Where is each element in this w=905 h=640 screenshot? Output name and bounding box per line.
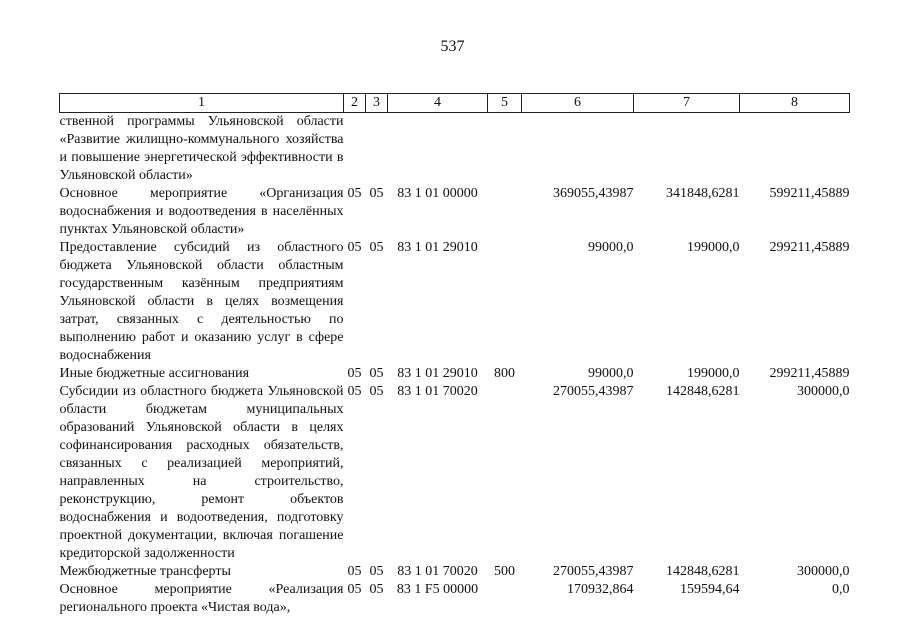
cell-expense-type: 800 bbox=[494, 366, 515, 381]
cell-amount-8: 300000,0 bbox=[797, 564, 850, 579]
column-header-8: 8 bbox=[740, 94, 850, 113]
cell-amount-8: 0,0 bbox=[832, 582, 850, 597]
cell-section: 05 bbox=[347, 564, 362, 579]
cell-amount-7: 159594,64 bbox=[680, 582, 740, 597]
column-header-1: 1 bbox=[60, 94, 344, 113]
row-description: Основное мероприятие «Организация водоснабжения и водоотведения в населённых пунктах Ульяновской области» bbox=[59, 186, 344, 237]
cell-subsection: 05 bbox=[369, 582, 384, 597]
cell-target-code: 83 1 01 29010 bbox=[397, 366, 478, 381]
cell-section: 05 bbox=[347, 384, 362, 399]
row-description: Предоставление субсидий из областного бюджета Ульяновской области областным государственным казённым предприятиям Ульяновской области в целях возмещения затрат, связанных с деятельностью по выполнению работ и оказанию услуг в сфере водоснабжения bbox=[59, 240, 344, 363]
column-header-6: 6 bbox=[522, 94, 634, 113]
column-header-5: 5 bbox=[488, 94, 522, 113]
cell-expense-type bbox=[488, 185, 522, 239]
cell-subsection bbox=[366, 113, 388, 186]
row-description: Иные бюджетные ассигнования bbox=[59, 366, 250, 381]
cell-subsection: 05 bbox=[369, 240, 384, 255]
cell-section: 05 bbox=[347, 240, 362, 255]
cell-subsection: 05 bbox=[369, 564, 384, 579]
cell-amount-7: 142848,6281 bbox=[666, 564, 740, 579]
column-header-3: 3 bbox=[366, 94, 388, 113]
page-number: 537 bbox=[440, 38, 465, 55]
row-description: ственной программы Ульяновской области «Развитие жилищно-коммунального хозяйства и повышение энергетической эффективности в Ульяновской области» bbox=[59, 114, 344, 183]
cell-subsection: 05 bbox=[369, 186, 384, 201]
cell-section: 05 bbox=[347, 366, 362, 381]
cell-subsection: 05 bbox=[369, 366, 384, 381]
header-row bbox=[60, 94, 850, 113]
budget-table bbox=[59, 93, 850, 617]
cell-target-code: 83 1 01 70020 bbox=[397, 384, 478, 399]
cell-amount-6: 270055,43987 bbox=[553, 384, 634, 399]
cell-section bbox=[344, 113, 366, 186]
cell-target-code: 83 1 01 29010 bbox=[397, 240, 478, 255]
cell-expense-type bbox=[488, 581, 522, 617]
cell-amount-7: 142848,6281 bbox=[666, 384, 740, 399]
cell-expense-type bbox=[488, 383, 522, 563]
column-header-7: 7 bbox=[634, 94, 740, 113]
row-description: Основное мероприятие «Реализация регионального проекта «Чистая вода», bbox=[59, 582, 344, 615]
cell-amount-6: 369055,43987 bbox=[553, 186, 634, 201]
cell-target-code: 83 1 01 00000 bbox=[397, 186, 478, 201]
cell-amount-6: 170932,864 bbox=[567, 582, 634, 597]
cell-amount-8: 300000,0 bbox=[797, 384, 850, 399]
cell-target-code: 83 1 01 70020 bbox=[397, 564, 478, 579]
table-row bbox=[60, 563, 850, 581]
cell-amount-7 bbox=[634, 113, 740, 186]
cell-amount-6: 99000,0 bbox=[588, 240, 634, 255]
cell-expense-type bbox=[488, 239, 522, 365]
cell-section: 05 bbox=[347, 186, 362, 201]
cell-section: 05 bbox=[347, 582, 362, 597]
table-row bbox=[60, 239, 850, 365]
cell-amount-6 bbox=[522, 113, 634, 186]
table-row bbox=[60, 185, 850, 239]
cell-amount-7: 199000,0 bbox=[687, 366, 740, 381]
row-description: Межбюджетные трансферты bbox=[59, 564, 231, 579]
cell-amount-8: 599211,45889 bbox=[769, 186, 850, 201]
cell-amount-7: 341848,6281 bbox=[666, 186, 740, 201]
cell-subsection: 05 bbox=[369, 384, 384, 399]
cell-target-code: 83 1 F5 00000 bbox=[396, 582, 479, 597]
cell-target-code bbox=[388, 113, 488, 186]
row-description: Субсидии из областного бюджета Ульяновской области бюджетам муниципальных образований Ульяновской области в целях софинансирования расходных обязательств, связанных с реализацией мероприятий, направленных на строительство, реконструкцию, ремонт объектов водоснабжения и водоотведения, подготовку проектной документации, включая погашение кредиторской задолженности bbox=[59, 384, 344, 561]
cell-expense-type bbox=[488, 113, 522, 186]
column-header-2: 2 bbox=[344, 94, 366, 113]
cell-amount-6: 270055,43987 bbox=[553, 564, 634, 579]
table-row bbox=[60, 581, 850, 617]
cell-amount-7: 199000,0 bbox=[687, 240, 740, 255]
cell-expense-type: 500 bbox=[494, 564, 515, 579]
cell-amount-8: 299211,45889 bbox=[769, 366, 850, 381]
column-header-4: 4 bbox=[388, 94, 488, 113]
table-row bbox=[60, 365, 850, 383]
cell-amount-8: 299211,45889 bbox=[769, 240, 850, 255]
cell-amount-8 bbox=[740, 113, 850, 186]
cell-amount-6: 99000,0 bbox=[588, 366, 634, 381]
table-row bbox=[60, 113, 850, 186]
table-row bbox=[60, 383, 850, 563]
